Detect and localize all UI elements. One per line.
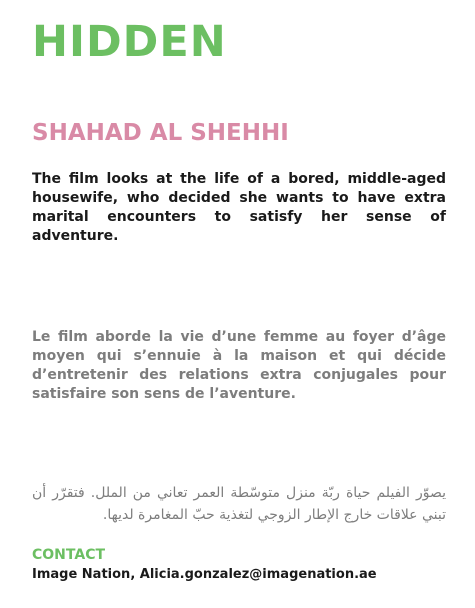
synopsis-arabic: يصوّر الفيلم حياة ربّة منزل متوسّطة العمر تعاني من الملل. فتقرّر أن تبني علاقات خارج الإطار الزوجي لتغذية حبّ المغامرة لديها. bbox=[32, 485, 446, 523]
contact-info: Image Nation, Alicia.gonzalez@imagenation.ae bbox=[32, 567, 377, 582]
synopsis-english: The film looks at the life of a bored, middle-aged housewife, who decided she wants to have extra marital encounters to satisfy her sense of adventure. bbox=[32, 171, 446, 244]
director-name: SHAHAD AL SHEHHI bbox=[32, 120, 289, 146]
contact-label: CONTACT bbox=[32, 547, 106, 563]
synopsis-french: Le film aborde la vie d’une femme au foyer d’âge moyen qui s’ennuie à la maison et qui décide d’entretenir des relations extra conjugales pour satisfaire son sens de l’aventure. bbox=[32, 329, 446, 402]
film-title: HIDDEN bbox=[32, 17, 227, 67]
